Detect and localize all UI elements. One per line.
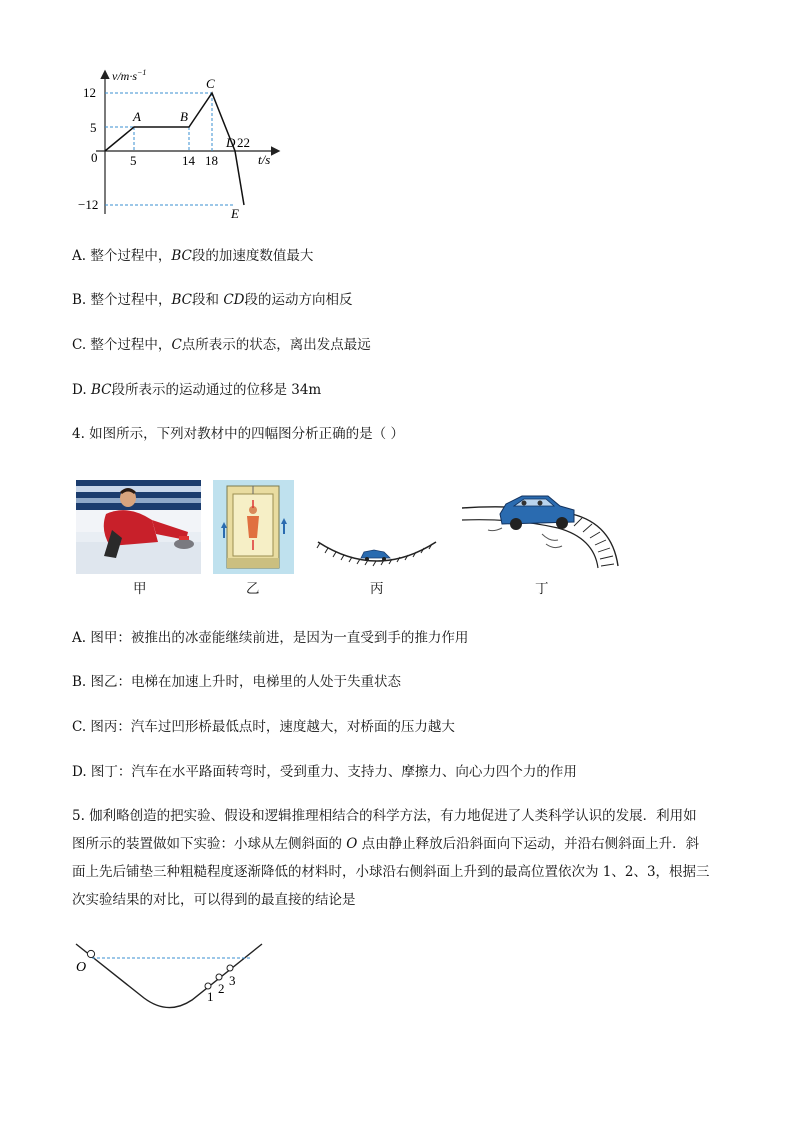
x-tick-5: 5 [130, 153, 137, 168]
q4-option-c: C. 图丙：汽车过凹形桥最低点时，速度越大，对桥面的压力越大 [72, 719, 455, 735]
vt-graph [78, 64, 288, 226]
ramp-diagram [72, 940, 272, 1020]
q3-option-d: D. BC段所表示的运动通过的位移是 34m [72, 382, 322, 398]
caption-jia: 甲 [133, 581, 147, 597]
d-time: 22 [237, 135, 250, 150]
figure-ding-turning-car [462, 484, 622, 570]
point-E: E [231, 206, 239, 221]
q4-stem: 4. 如图所示，下列对教材中的四幅图分析正确的是（ ） [72, 426, 404, 442]
point-D: D [226, 135, 236, 150]
x-tick-18: 18 [205, 153, 218, 168]
q3-option-b: B. 整个过程中，BC段和 CD段的运动方向相反 [72, 292, 353, 308]
label-2: 2 [218, 981, 225, 996]
point-A: A [133, 109, 141, 124]
q5-line-4: 次实验结果的对比，可以得到的最直接的结论是 [72, 892, 356, 908]
y-tick-12: 12 [83, 85, 96, 100]
q5-line-2: 图所示的装置做如下实验：小球从左侧斜面的 O 点由静止释放后沿斜面向下运动，并沿右侧斜面上升．斜 [72, 836, 700, 852]
figure-jia-curling [76, 480, 201, 574]
vt-line [105, 93, 244, 205]
figure-bing-concave-bridge [314, 536, 440, 570]
y-tick-0: 0 [91, 150, 98, 165]
point-B: B [180, 109, 188, 124]
point-C: C [206, 76, 215, 91]
q4-option-d: D. 图丁：汽车在水平路面转弯时，受到重力、支持力、摩擦力、向心力四个力的作用 [72, 764, 577, 780]
q4-option-b: B. 图乙：电梯在加速上升时，电梯里的人处于失重状态 [72, 674, 402, 690]
y-tick-neg12: −12 [78, 197, 99, 212]
q3-option-a: A. 整个过程中，BC段的加速度数值最大 [72, 248, 314, 264]
q4-option-a: A. 图甲：被推出的冰壶能继续前进，是因为一直受到手的推力作用 [72, 630, 469, 646]
figure-yi-elevator [213, 480, 294, 574]
caption-yi: 乙 [246, 581, 260, 597]
y-axis-label: $v/m\cdot s^{-1}$ [112, 68, 147, 83]
label-1: 1 [207, 989, 214, 1004]
x-axis-label: t/s [258, 152, 271, 167]
caption-bing: 丙 [370, 581, 384, 597]
q5-paragraph [72, 802, 724, 914]
q5-line-3: 面上先后铺垫三种粗糙程度逐渐降低的材料时，小球沿右侧斜面上升到的最高位置依次为 1、2、3，根据三 [72, 864, 710, 880]
x-tick-14: 14 [182, 153, 195, 168]
label-O: O [76, 960, 87, 975]
q3-option-c: C. 整个过程中，C点所表示的状态，离出发点最远 [72, 337, 371, 353]
label-3: 3 [229, 973, 236, 988]
caption-ding: 丁 [535, 581, 549, 597]
y-tick-5: 5 [90, 120, 97, 135]
q5-line-1: 5. 伽利略创造的把实验、假设和逻辑推理相结合的科学方法，有力地促进了人类科学认识的发展．利用如 [72, 808, 697, 824]
